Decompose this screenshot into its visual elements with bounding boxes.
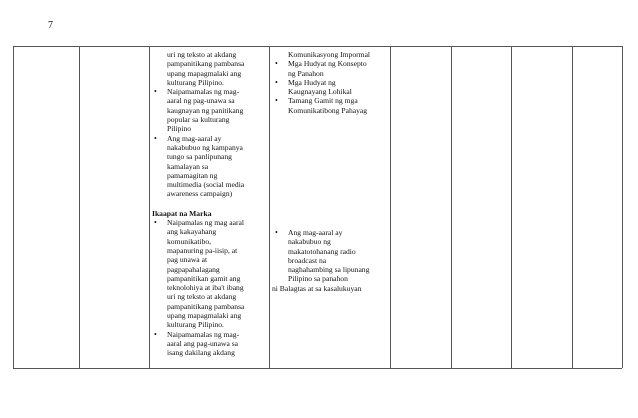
col-border-2 xyxy=(149,46,150,368)
competency-cell xyxy=(152,50,268,358)
list-item: • Ang mag-aaral ay nakabubuo ng makatotohanang radio broadcast na naghahambing sa lipunang Pilipino sa panahon xyxy=(273,228,389,284)
col4-top-list xyxy=(273,50,389,115)
list-item: • Naipamamalas ng mag- aaral ng pag-unawa sa kaugnayan ng panitikang popular sa kulturang Pilipino xyxy=(152,87,268,133)
col-border-0 xyxy=(13,46,14,368)
col3-bottom-list xyxy=(152,218,268,357)
col4-bottom-list xyxy=(273,228,389,284)
list-item: uri ng teksto at akdang pampanitikang pambansa upang mapagmalaki ang kulturang Pilipino. xyxy=(167,50,245,87)
topic-cell xyxy=(273,50,389,115)
list-item: Komunikasyong Impormal xyxy=(288,50,371,59)
col-border-3 xyxy=(269,46,270,368)
table-top-border xyxy=(13,46,622,47)
col-border-4 xyxy=(390,46,391,368)
output-cell xyxy=(273,228,389,293)
table-bottom-border xyxy=(13,368,622,369)
list-item: • Naipamalas ng mag aaral ang kakayahang komunikatibo, mapanuring pa-iisip, at pag unawa at pagpapahalagang pampanitikan gamit ang teknolohiya at iba't ibang uri ng teksto at akdang pampanitikang pambansa upang mapagmalaki ang kulturang Pilipino. xyxy=(152,218,268,330)
list-item: • Naipamamalas ng mag- aaral ang pag-unawa sa isang dakilang akdang xyxy=(152,330,268,358)
list-item: • Mga Hudyat ng Kaugnayang Lohikal xyxy=(273,78,389,97)
trailing-line: ni Balagtas at sa kasalukuyan xyxy=(272,283,362,293)
list-item: • Mga Hudyat ng Konsepto ng Panahon xyxy=(273,59,389,78)
col3-top-list xyxy=(152,50,268,199)
col-border-5 xyxy=(451,46,452,368)
list-item: • Tamang Gamit ng mga Komunikatibong Pahayag xyxy=(273,96,389,115)
page-number: 7 xyxy=(48,20,53,31)
col-border-1 xyxy=(79,46,80,368)
col-border-8 xyxy=(622,46,623,368)
quarter-heading: Ikaapat na Marka xyxy=(152,208,212,218)
list-item: • Ang mag-aaral ay nakabubuo ng kampanya tungo sa panlipunang kamalayan sa pamamagitan ng multimedia (social media awareness campaign) xyxy=(152,134,268,199)
col-border-7 xyxy=(572,46,573,368)
col-border-6 xyxy=(511,46,512,368)
